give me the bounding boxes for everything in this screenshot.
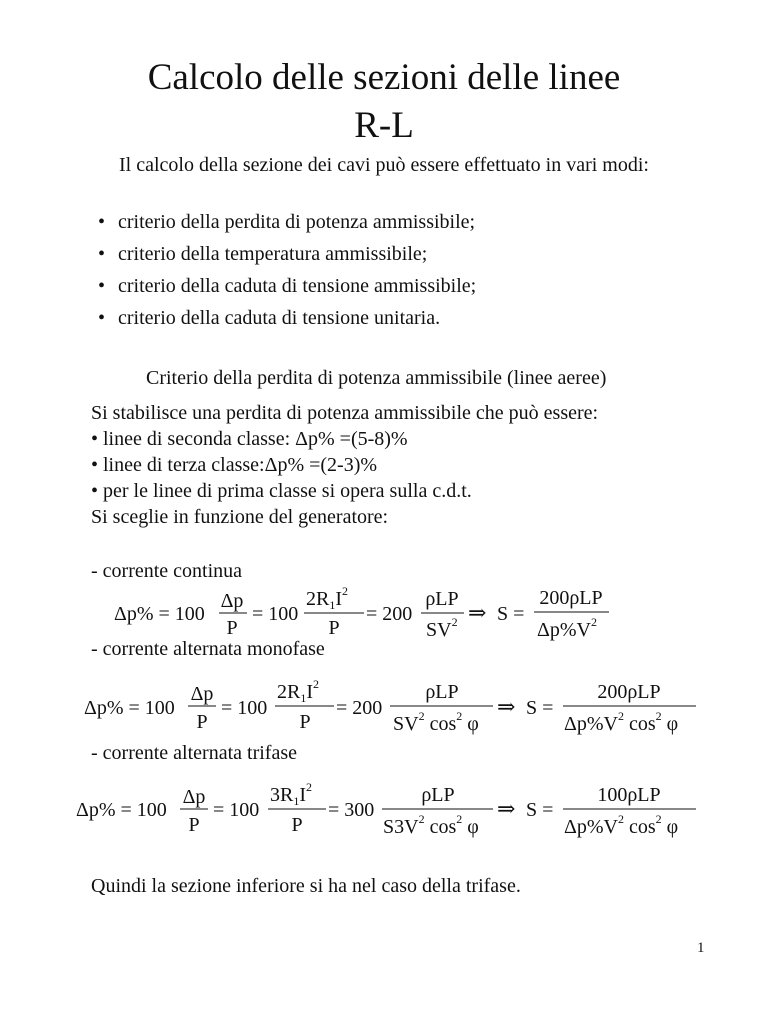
svg-text:SV2: $SV^2$ [426,615,458,641]
case-three-phase: - corrente alternata trifase [91,742,297,764]
svg-text:P: P [291,814,303,836]
svg-text:SV2 cos2 φ: $SV^2$ $\cos^2 \varphi$ [393,709,479,735]
criteria-item: • criterio della temperatura ammissibile; [98,243,428,265]
svg-text:S =: S = [526,697,554,719]
bullet-icon: • [98,243,106,265]
svg-text:P: P [299,711,311,733]
equation-single-phase [84,677,696,735]
svg-text:= 100: = 100 [213,799,260,821]
section-title: Criterio della perdita di potenza ammissibile (linee aeree) [146,367,607,389]
svg-text:P: P [196,711,208,733]
bullet-icon: • [98,307,106,329]
criteria-item: • criterio della perdita di potenza ammissibile; [98,211,476,233]
svg-text:= 100: = 100 [221,697,268,719]
bullet-icon: • [98,211,106,233]
intro-paragraph: Il calcolo della sezione dei cavi può essere effettuato in vari modi: [119,154,649,176]
svg-text:200ρLP: 200ρLP [539,587,603,609]
svg-text:P: P [188,814,200,836]
svg-text:ρLP: ρLP [425,681,459,703]
body-line: • linee di seconda classe: Δp% =(5-8)% [91,428,408,450]
svg-text:200ρLP: 200ρLP [597,681,661,703]
criteria-item: • criterio della caduta di tensione unitaria. [98,307,441,329]
body-line: Si stabilisce una perdita di potenza ammissibile che può essere: [91,402,599,424]
svg-text:= 300: = 300 [328,799,375,821]
svg-text:2R1I2: $2R_1I^2$ [306,584,349,612]
svg-text:ρLP: ρLP [425,588,459,610]
svg-text:= 100: = 100 [252,603,299,625]
body-line: • per le linee di prima classe si opera sulla c.d.t. [91,480,472,502]
svg-text:Δp%V2 cos2 φ: $\Delta p\%V^2$ $\cos^2 \varphi$ [564,812,679,838]
svg-text:Δp% = 100: Δp% = 100 [76,799,167,821]
svg-text:Δp% = 100: Δp% = 100 [114,603,205,625]
svg-text:Δp: Δp [182,786,206,808]
svg-text:S =: S = [497,603,525,625]
svg-text:⇒: ⇒ [468,600,487,625]
svg-text:Δp: Δp [190,683,214,705]
svg-text:2R1I2: $2R_1I^2$ [277,677,320,705]
criteria-item: • criterio della caduta di tensione ammissibile; [98,275,477,297]
svg-text:Δp%V2: $\Delta p\%V^2$ [537,615,597,641]
svg-text:S =: S = [526,799,554,821]
svg-text:= 200: = 200 [366,603,413,625]
page-title-line2: R-L [354,105,414,146]
svg-text:ρLP: ρLP [421,784,455,806]
case-single-phase: - corrente alternata monofase [91,638,325,660]
bullet-icon: • [98,275,106,297]
svg-text:Δp%V2 cos2 φ: $\Delta p\%V^2$ $\cos^2 \varphi$ [564,709,679,735]
equation-three-phase [76,780,696,838]
equation-dc [114,584,609,641]
svg-text:P: P [226,617,238,639]
page-number: 1 [697,940,705,956]
case-direct-current: - corrente continua [91,560,243,582]
svg-text:Δp% = 100: Δp% = 100 [84,697,175,719]
svg-text:⇒: ⇒ [497,694,516,719]
page-title-line1: Calcolo delle sezioni delle linee [147,57,621,98]
svg-text:⇒: ⇒ [497,796,516,821]
svg-text:100ρLP: 100ρLP [597,784,661,806]
svg-text:S3V2 cos2 φ: $S3V^2$ $\cos^2 \varphi$ [383,812,479,838]
conclusion: Quindi la sezione inferiore si ha nel caso della trifase. [91,875,521,897]
body-line: • linee di terza classe:Δp% =(2-3)% [91,454,378,476]
svg-text:Δp: Δp [220,590,244,612]
svg-text:= 200: = 200 [336,697,383,719]
body-line: Si sceglie in funzione del generatore: [91,506,389,528]
svg-text:3R1I2: $3R_1I^2$ [270,780,313,808]
svg-text:P: P [328,617,340,639]
